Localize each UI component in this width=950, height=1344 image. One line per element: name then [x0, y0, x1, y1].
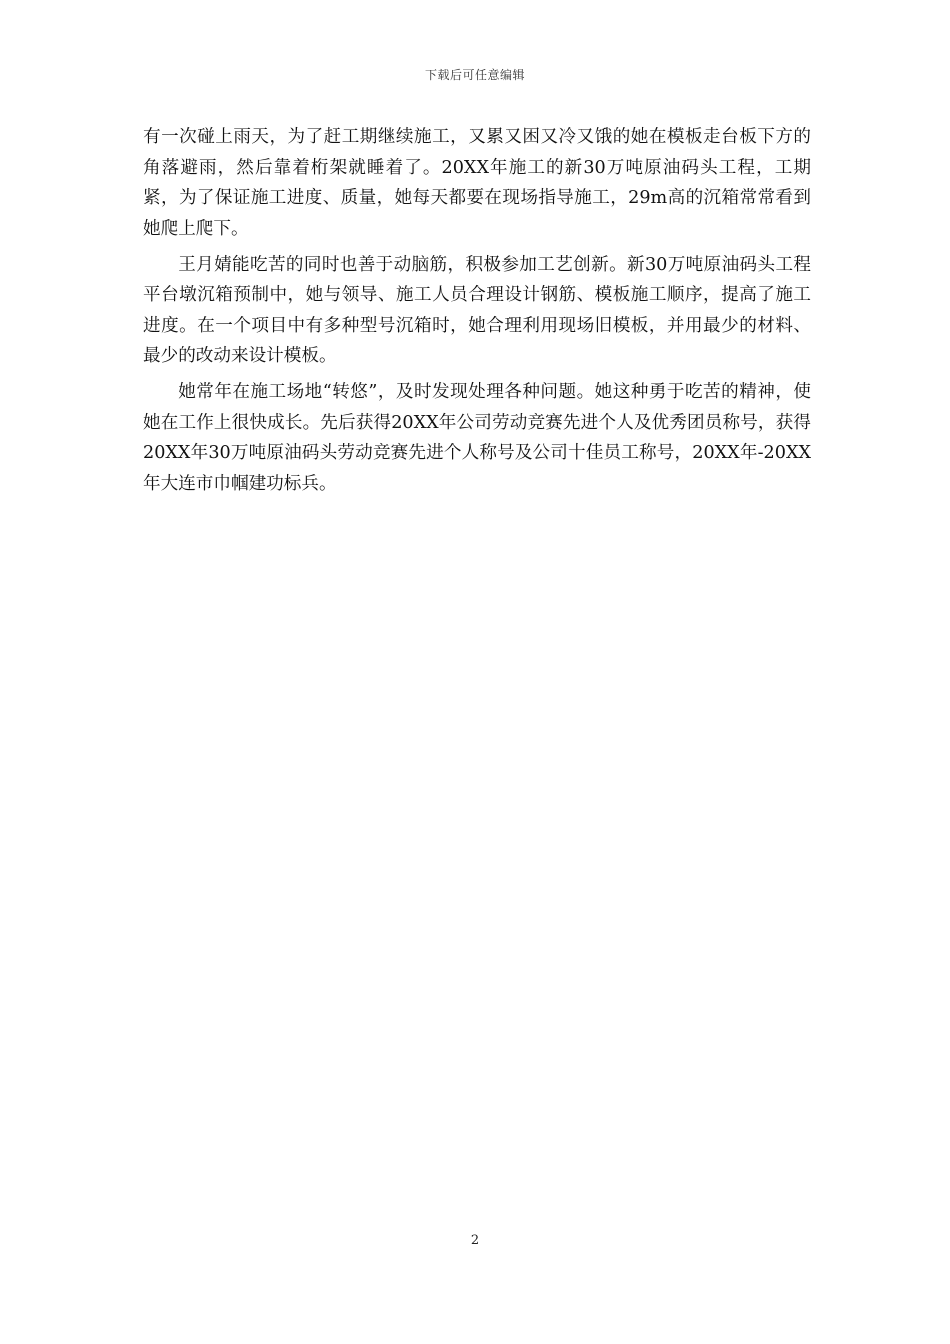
page-number: 2 — [470, 1233, 480, 1248]
paragraph-1: 有一次碰上雨天，为了赶工期继续施工，又累又困又冷又饿的她在模板走台板下方的角落避雨，然后靠着桁架就睡着了。20XX年施工的新30万吨原油码头工程，工期紧，为了保证施工进度、质量，她每天都要在现场指导施工，29m高的沉箱常常看到她爬上爬下。 — [143, 127, 811, 239]
document-body — [143, 122, 811, 505]
paragraph-3: 她常年在施工场地“转悠”，及时发现处理各种问题。她这种勇于吃苦的精神，使她在工作上很快成长。先后获得20XX年公司劳动竞赛先进个人及优秀团员称号，获得20XX年30万吨原油码头劳动竞赛先进个人称号及公司十佳员工称号，20XX年-20XX年大连市巾帼建功标兵。 — [143, 382, 811, 494]
paragraph-2: 王月婧能吃苦的同时也善于动脑筋，积极参加工艺创新。新30万吨原油码头工程平台墩沉箱预制中，她与领导、施工人员合理设计钢筋、模板施工顺序，提高了施工进度。在一个项目中有多种型号沉箱时，她合理利用现场旧模板，并用最少的材料、最少的改动来设计模板。 — [143, 254, 811, 366]
page-header: 下载后可任意编辑 — [424, 68, 525, 82]
